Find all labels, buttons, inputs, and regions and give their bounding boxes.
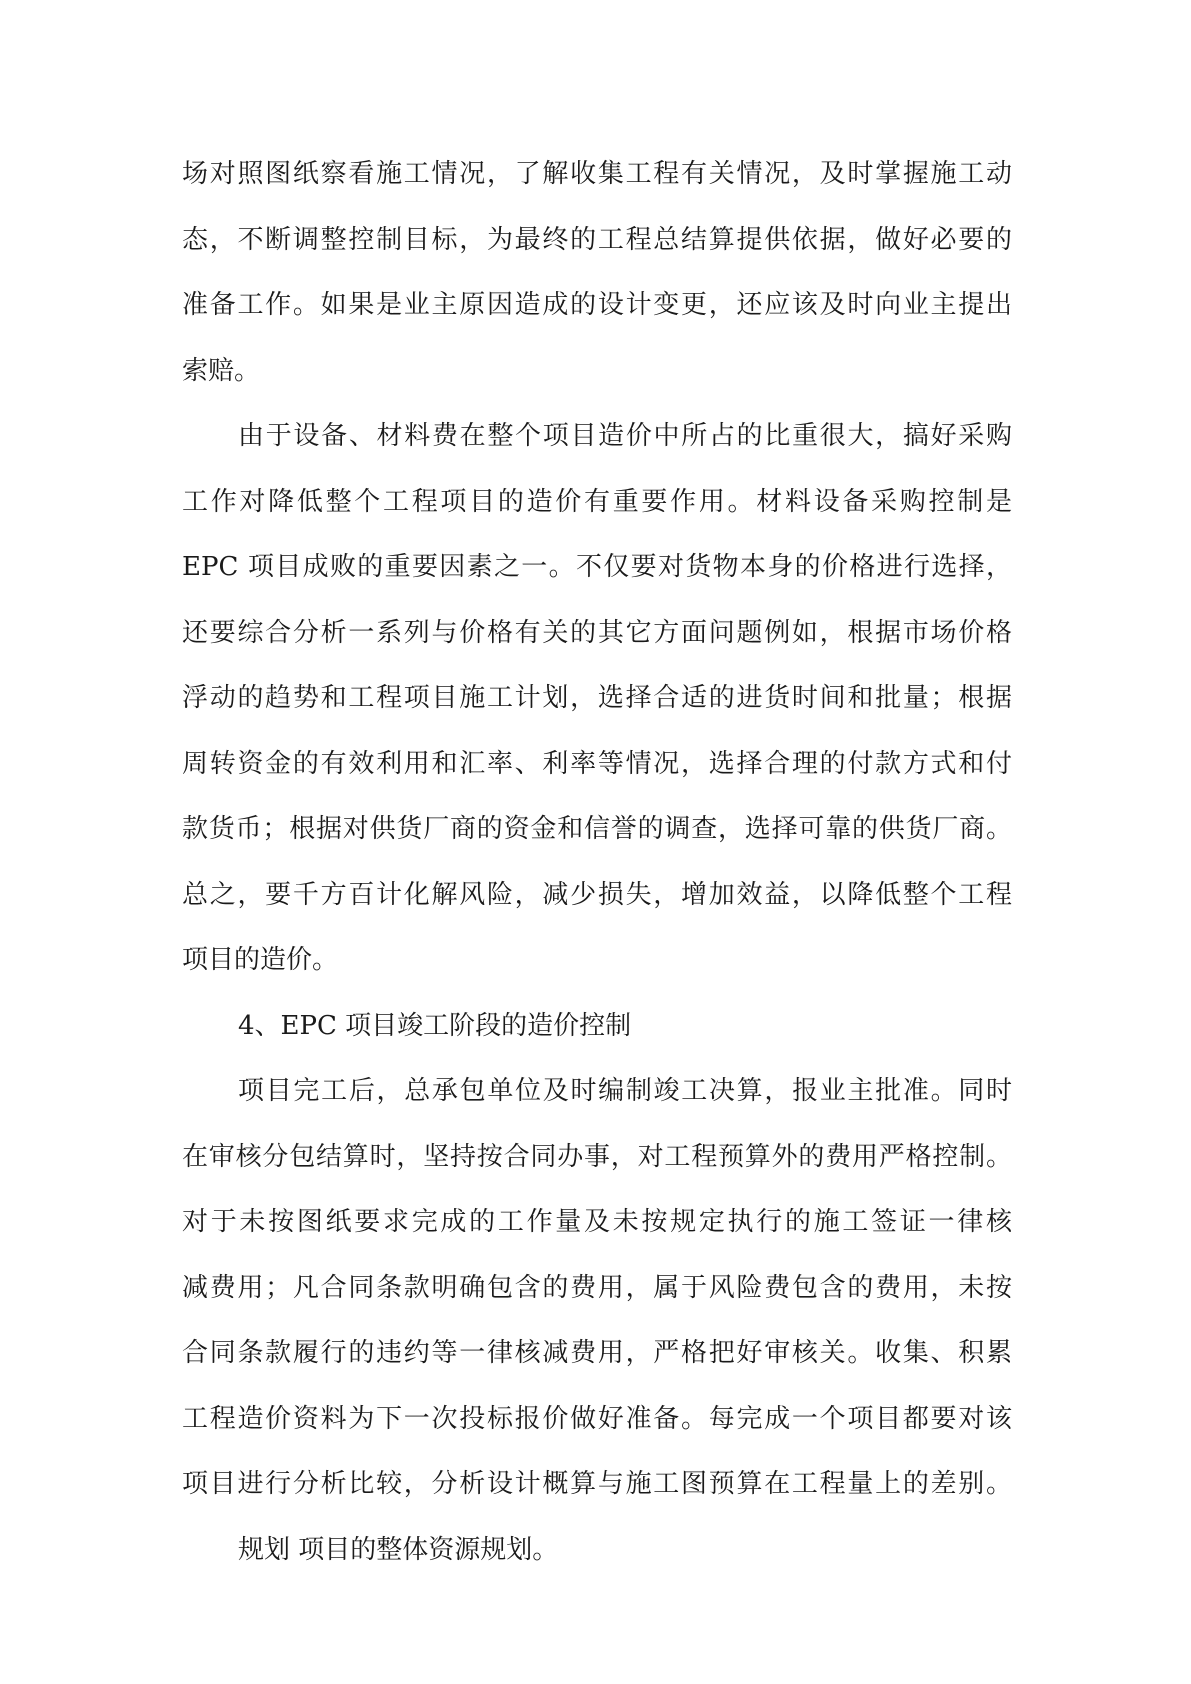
text-line: 还要综合分析一系列与价格有关的其它方面问题例如，根据市场价格 xyxy=(182,617,1012,648)
text-line: 工作对降低整个工程项目的造价有重要作用。材料设备采购控制是 xyxy=(182,486,1012,517)
text-line: 项目完工后，总承包单位及时编制竣工决算，报业主批准。同时 xyxy=(238,1076,1012,1106)
text-line: 场对照图纸察看施工情况，了解收集工程有关情况，及时掌握施工动 xyxy=(182,159,1012,189)
text-line: 准备工作。如果是业主原因造成的设计变更，还应该及时向业主提出 xyxy=(182,290,1012,320)
text-line: 周转资金的有效利用和汇率、利率等情况，选择合理的付款方式和付 xyxy=(182,748,1012,779)
text-line: 对于未按图纸要求完成的工作量及未按规定执行的施工签证一律核 xyxy=(182,1207,1012,1237)
text-line: 合同条款履行的违约等一律核减费用，严格把好审核关。收集、积累 xyxy=(182,1338,1012,1368)
text-line: 项目的造价。 xyxy=(182,945,339,975)
text-line: 浮动的趋势和工程项目施工计划，选择合适的进货时间和批量；根据 xyxy=(182,683,1012,713)
text-line: 总之，要千方百计化解风险，减少损失，增加效益，以降低整个工程 xyxy=(182,879,1012,910)
text-line: 由于设备、材料费在整个项目造价中所占的比重很大，搞好采购 xyxy=(238,421,1012,451)
text-line: 规划 项目的整体资源规划。 xyxy=(238,1534,559,1565)
text-line: 工程造价资料为下一次投标报价做好准备。每完成一个项目都要对该 xyxy=(182,1403,1012,1434)
text-line: 款货币；根据对供货厂商的资金和信誉的调查，选择可靠的供货厂商。 xyxy=(182,814,1012,844)
text-line: 项目进行分析比较，分析设计概算与施工图预算在工程量上的差别。 xyxy=(182,1469,1012,1499)
text-line: 减费用；凡合同条款明确包含的费用，属于风险费包含的费用，未按 xyxy=(182,1272,1012,1303)
text-line: 态，不断调整控制目标，为最终的工程总结算提供依据，做好必要的 xyxy=(182,224,1012,255)
text-line: 索赔。 xyxy=(182,355,261,386)
text-line: 4、EPC 项目竣工阶段的造价控制 xyxy=(238,1010,632,1041)
text-line: EPC 项目成败的重要因素之一。不仅要对货物本身的价格进行选择， xyxy=(182,552,1012,582)
text-line: 在审核分包结算时，坚持按合同办事，对工程预算外的费用严格控制。 xyxy=(182,1141,1012,1172)
document-body xyxy=(182,142,1012,1583)
